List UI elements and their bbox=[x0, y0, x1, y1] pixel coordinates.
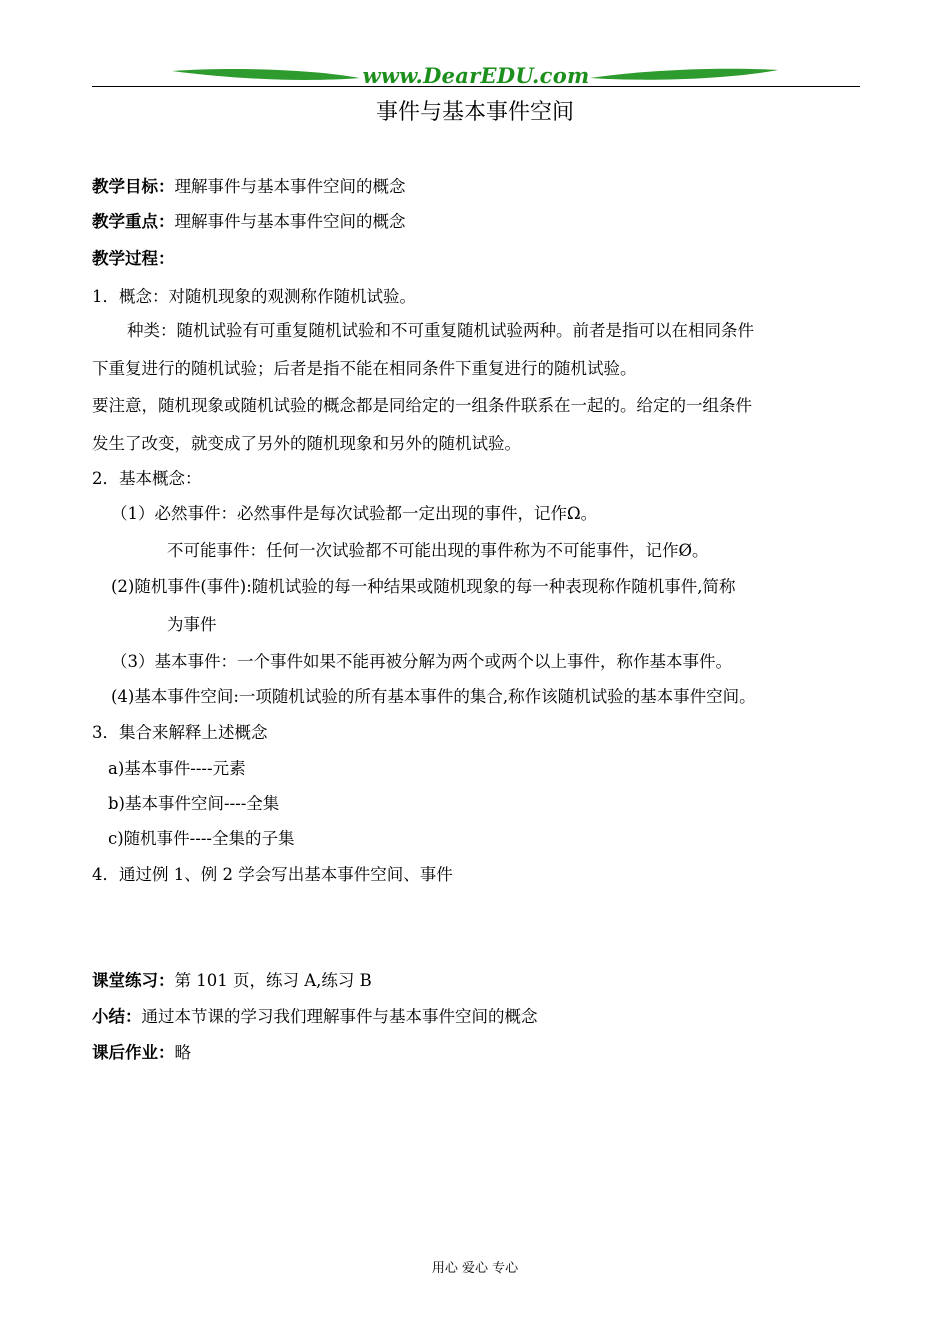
body-line-7: （1）必然事件：必然事件是每次试验都一定出现的事件，记作Ω。 bbox=[111, 504, 598, 523]
body-line-11: （3）基本事件：一个事件如果不能再被分解为两个或两个以上事件，称作基本事件。 bbox=[111, 652, 732, 671]
practice-line bbox=[92, 970, 372, 992]
page-title: 事件与基本事件空间 bbox=[375, 100, 574, 125]
goal-line bbox=[92, 176, 406, 198]
body-line-8: 不可能事件：任何一次试验都不可能出现的事件称为不可能事件，记作Ø。 bbox=[167, 541, 709, 560]
goal-text: 理解事件与基本事件空间的概念 bbox=[174, 177, 406, 196]
body-line-10: 为事件 bbox=[167, 615, 217, 634]
logo-text: www.DearEDU.com bbox=[362, 63, 590, 88]
body-line-14: a)基本事件----元素 bbox=[108, 759, 246, 778]
summary-text: 通过本节课的学习我们理解事件与基本事件空间的概念 bbox=[141, 1007, 538, 1026]
body-line-2: 种类：随机试验有可重复随机试验和不可重复随机试验两种。前者是指可以在相同条件 bbox=[127, 321, 754, 340]
page-footer: 用心 爱心 专心 bbox=[431, 1261, 519, 1276]
process-label: 教学过程： bbox=[92, 249, 175, 268]
practice-text: 第 101 页，练习 A,练习 B bbox=[174, 971, 372, 990]
body-line-1: 1．概念：对随机现象的观测称作随机试验。 bbox=[92, 287, 416, 306]
header-logo bbox=[170, 60, 780, 92]
body-line-16: c)随机事件----全集的子集 bbox=[108, 829, 295, 848]
goal-label: 教学目标： bbox=[92, 177, 175, 196]
body-line-6: 2．基本概念： bbox=[92, 469, 202, 488]
body-line-3: 下重复进行的随机试验；后者是指不能在相同条件下重复进行的随机试验。 bbox=[92, 359, 637, 378]
body-line-5: 发生了改变，就变成了另外的随机现象和另外的随机试验。 bbox=[92, 434, 521, 453]
body-line-12: (4)基本事件空间:一项随机试验的所有基本事件的集合,称作该随机试验的基本事件空间。 bbox=[111, 687, 756, 706]
summary-label: 小结： bbox=[92, 1007, 142, 1026]
body-line-9: (2)随机事件(事件):随机试验的每一种结果或随机现象的每一种表现称作随机事件,简称 bbox=[111, 577, 736, 596]
homework-label: 课后作业： bbox=[92, 1043, 175, 1062]
focus-line bbox=[92, 211, 406, 233]
body-line-17: 4．通过例 1、例 2 学会写出基本事件空间、事件 bbox=[92, 865, 453, 884]
summary-line bbox=[92, 1006, 538, 1028]
body-line-15: b)基本事件空间----全集 bbox=[108, 794, 280, 813]
focus-label: 教学重点： bbox=[92, 212, 175, 231]
body-line-13: 3．集合来解释上述概念 bbox=[92, 723, 268, 742]
homework-text: 略 bbox=[174, 1043, 191, 1062]
homework-line bbox=[92, 1042, 191, 1064]
process-line bbox=[92, 248, 175, 270]
practice-label: 课堂练习： bbox=[92, 971, 175, 990]
body-line-4: 要注意，随机现象或随机试验的概念都是同给定的一组条件联系在一起的。给定的一组条件 bbox=[92, 396, 752, 415]
header-rule bbox=[92, 86, 860, 87]
focus-text: 理解事件与基本事件空间的概念 bbox=[174, 212, 406, 231]
